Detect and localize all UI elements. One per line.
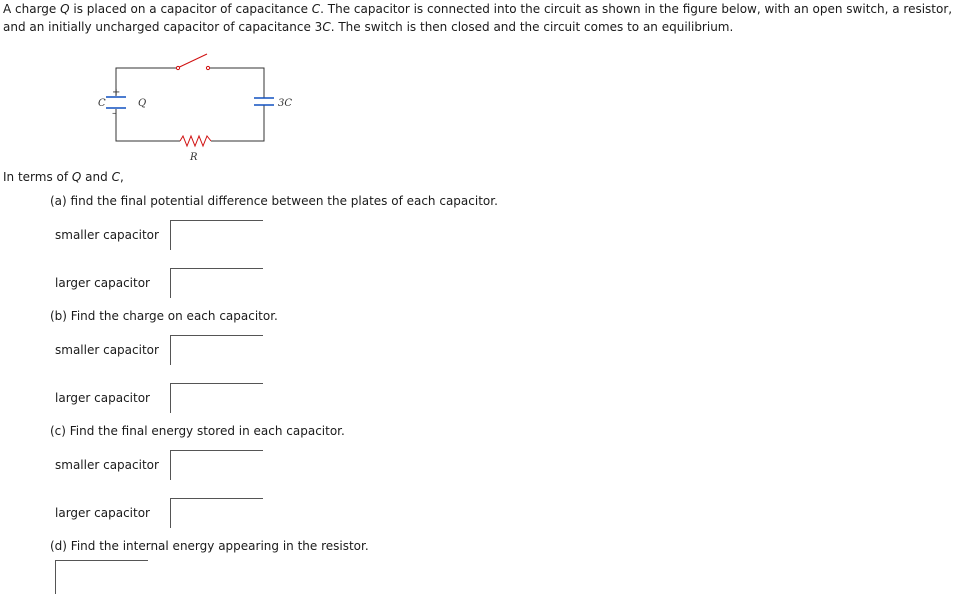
resistor-label: R (190, 152, 198, 163)
label-a-larger: larger capacitor (55, 276, 150, 290)
terms-line: In terms of Q and C, (3, 170, 124, 184)
resistor-icon (180, 136, 211, 146)
label-a-smaller: smaller capacitor (55, 228, 159, 242)
answer-b-larger-input[interactable] (170, 383, 263, 413)
circuit-figure (98, 50, 303, 165)
label-b-larger: larger capacitor (55, 391, 150, 405)
problem-text-3: . The capacitor is connected into the circuit as shown in the figure below, with an open switch, a resistor, and an initially uncharged capacitor of capacitance 3 (3, 2, 953, 34)
cap-left-label: C (98, 98, 106, 109)
var-q: Q (60, 2, 70, 16)
label-c-larger: larger capacitor (55, 506, 150, 520)
question-d: (d) Find the internal energy appearing in the resistor. (50, 539, 369, 553)
answer-c-larger-input[interactable] (170, 498, 263, 528)
minus-sign: – (112, 108, 117, 119)
switch-icon (176, 54, 209, 70)
problem-text-4: . The switch is then closed and the circuit comes to an equilibrium. (330, 20, 734, 34)
problem-statement (3, 0, 968, 36)
capacitor-c-icon (106, 97, 126, 108)
question-c: (c) Find the final energy stored in each capacitor. (50, 424, 345, 438)
problem-text-1: A charge (3, 2, 61, 16)
answer-b-smaller-input[interactable] (170, 335, 263, 365)
var-c: C (311, 2, 321, 16)
answer-c-smaller-input[interactable] (170, 450, 263, 480)
var-c2: C (322, 20, 331, 34)
question-a: (a) find the final potential difference between the plates of each capacitor. (50, 194, 498, 208)
label-b-smaller: smaller capacitor (55, 343, 159, 357)
problem-text-2: is placed on a capacitor of capacitance (69, 2, 312, 16)
question-b: (b) Find the charge on each capacitor. (50, 309, 278, 323)
label-c-smaller: smaller capacitor (55, 458, 159, 472)
cap-left-charge: Q (138, 98, 147, 109)
plus-sign: + (112, 87, 121, 98)
capacitor-3c-icon (254, 98, 274, 105)
answer-a-smaller-input[interactable] (170, 220, 263, 250)
cap-right-label: 3C (278, 98, 293, 109)
answer-d-input[interactable] (55, 560, 148, 594)
answer-a-larger-input[interactable] (170, 268, 263, 298)
